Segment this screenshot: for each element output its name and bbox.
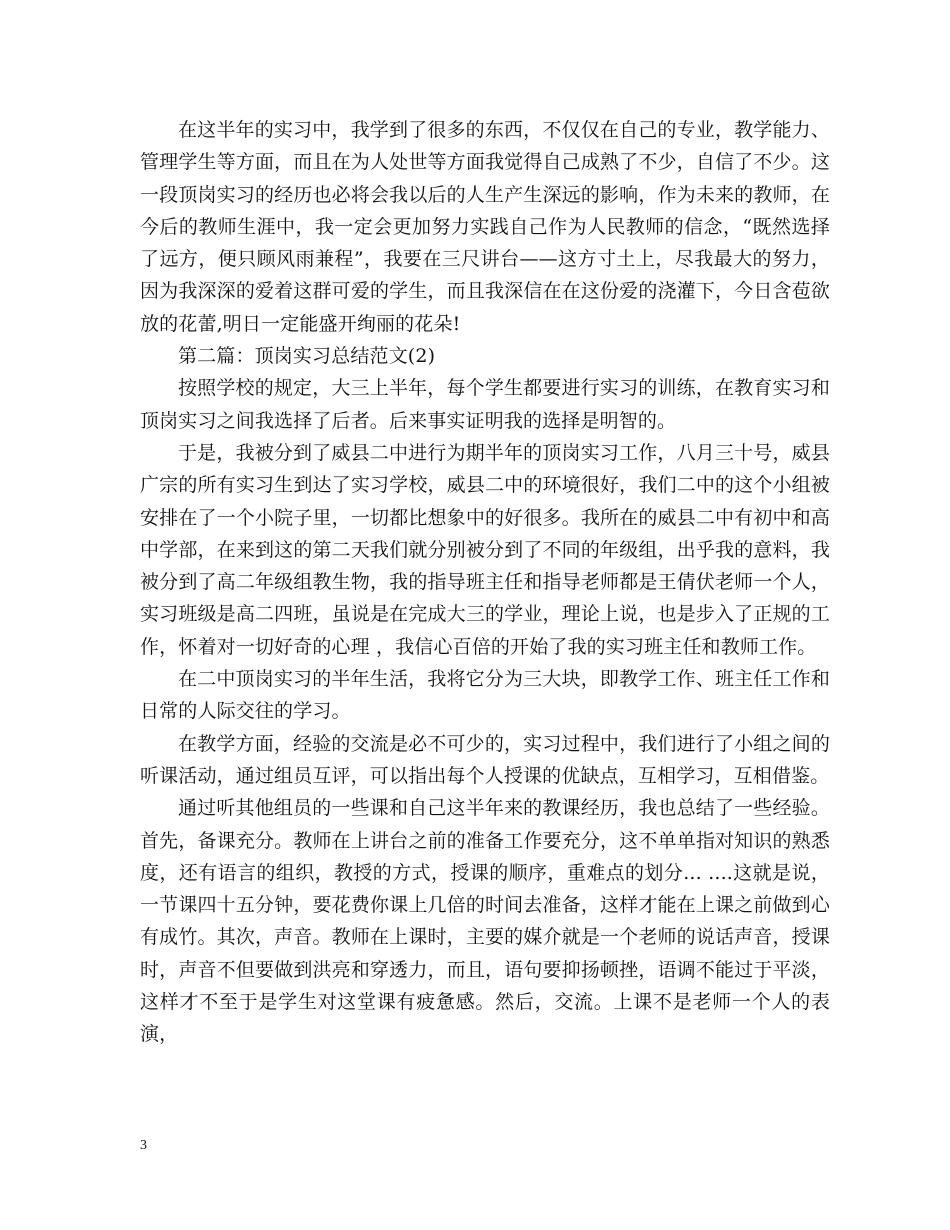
section-heading-part-two: 第二篇：顶岗实习总结范文(2)	[178, 345, 436, 368]
paragraph-assignment: 于是，我被分到了威县二中进行为期半年的顶岗实习工作，八月三十号，威县广宗的所有实习生到达了实习学校，威县二中的环境很好，我们二中的这个小组被安排在了一个小院子里，一切都比想象中的好很多。我所在的威县二中有初中和高中学部，在来到这的第二天我们就分别被分到了不同的年级组，出乎我的意料，我被分到了高二年级组教生物，我的指导班主任和指导老师都是王倩伏老师一个人，实习班级是高二四班，虽说是在完成大三的学业，理论上说，也是步入了正规的工作，怀着对一切好奇的心理 ，我信心百倍的开始了我的实习班主任和教师工作。	[140, 441, 830, 658]
paragraph-school-rules: 按照学校的规定，大三上半年，每个学生都要进行实习的训练，在教育实习和顶岗实习之间我选择了后者。后来事实证明我的选择是明智的。	[140, 377, 830, 432]
paragraph-three-parts: 在二中顶岗实习的半年生活，我将它分为三大块，即教学工作、班主任工作和日常的人际交往的学习。	[140, 668, 830, 723]
document-body	[140, 114, 830, 1051]
paragraph-internship-reflection: 在这半年的实习中，我学到了很多的东西，不仅仅在自己的专业，教学能力、管理学生等方面，而且在为人处世等方面我觉得自己成熟了不少，自信了不少。这一段顶岗实习的经历也必将会我以后的人生产生深远的影响，作为未来的教师，在今后的教师生涯中，我一定会更加努力实践自己作为人民教师的信念，“既然选择了远方，便只顾风雨兼程”，我要在三尺讲台——这方寸土上，尽我最大的努力，因为我深深的爱着这群可爱的学生，而且我深信在在这份爱的浇灌下，今日含苞欲放的花蕾,明日一定能盛开绚丽的花朵!	[140, 119, 830, 335]
paragraph-teaching-exchange: 在教学方面，经验的交流是必不可少的，实习过程中，我们进行了小组之间的听课活动，通过组员互评，可以指出每个人授课的优缺点，互相学习，互相借鉴。	[140, 732, 830, 787]
paragraph-teaching-experience: 通过听其他组员的一些课和自己这半年来的教课经历，我也总结了一些经验。首先，备课充分。教师在上讲台之前的准备工作要充分，这不单单指对知识的熟悉度，还有语言的组织，教授的方式，授课的顺序，重难点的划分... ....这就是说，一节课四十五分钟，要花费你课上几倍的时间去准备，这样才能在上课之前做到心有成竹。其次，声音。教师在上课时，主要的媒介就是一个老师的说话声音，授课时，声音不但要做到洪亮和穿透力，而且，语句要抑扬顿挫，语调不能过于平淡，这样才不至于是学生对这堂课有疲惫感。然后，交流。上课不是老师一个人的表演，	[140, 797, 830, 1046]
page-number: 3	[140, 1138, 147, 1153]
